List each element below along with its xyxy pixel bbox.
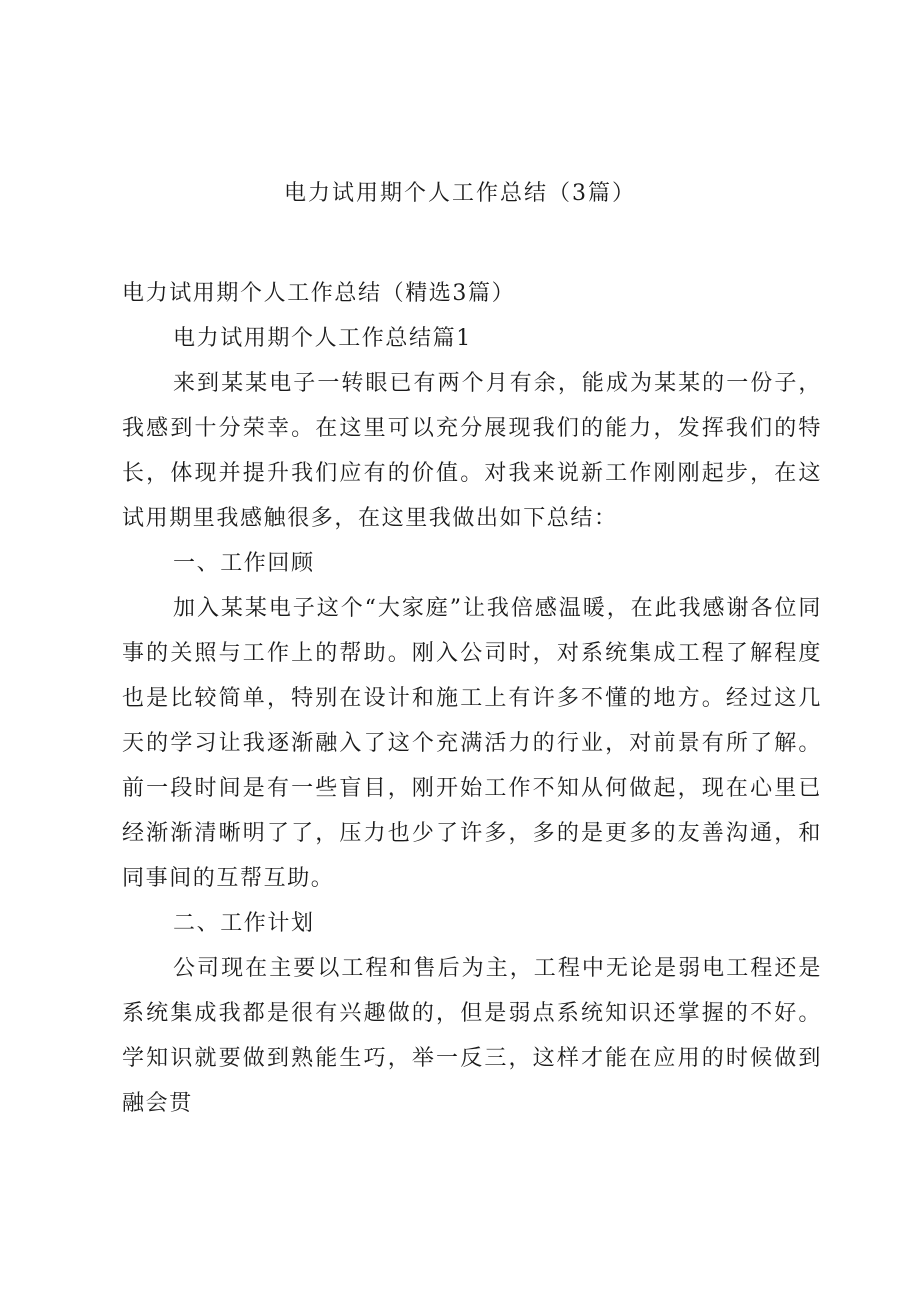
paragraph-work-review: 加入某某电子这个“大家庭”让我倍感温暖，在此我感谢各位同事的关照与工作上的帮助。刚入公司时，对系统集成工程了解程度也是比较简单，特别在设计和施工上有许多不懂的地方。经过这几天的学习让我逐渐融入了这个充满活力的行业，对前景有所了解。前一段时间是有一些盲目，刚开始工作不知从何做起，现在心里已经渐渐清晰明了了，压力也少了许多，多的是更多的友善沟通，和同事间的互帮互助。 [122,596,822,891]
heading-work-plan: 二、工作计划 [173,911,315,936]
section-heading: 电力试用期个人工作总结篇1 [173,326,472,351]
document-subtitle: 电力试用期个人工作总结（精选3篇） [122,281,516,306]
paragraph-intro: 来到某某电子一转眼已有两个月有余，能成为某某的一份子，我感到十分荣幸。在这里可以充分展现我们的能力，发挥我们的特长，体现并提升我们应有的价值。对我来说新工作刚刚起步，在这试用期里我感触很多，在这里我做出如下总结： [122,371,822,531]
paragraph-work-plan: 公司现在主要以工程和售后为主，工程中无论是弱电工程还是系统集成我都是很有兴趣做的，但是弱点系统知识还掌握的不好。学知识就要做到熟能生巧，举一反三，这样才能在应用的时候做到融会贯 [122,956,822,1116]
document-body [122,271,822,1126]
document-title: 电力试用期个人工作总结（3篇） [284,181,636,206]
heading-work-review: 一、工作回顾 [173,551,315,576]
